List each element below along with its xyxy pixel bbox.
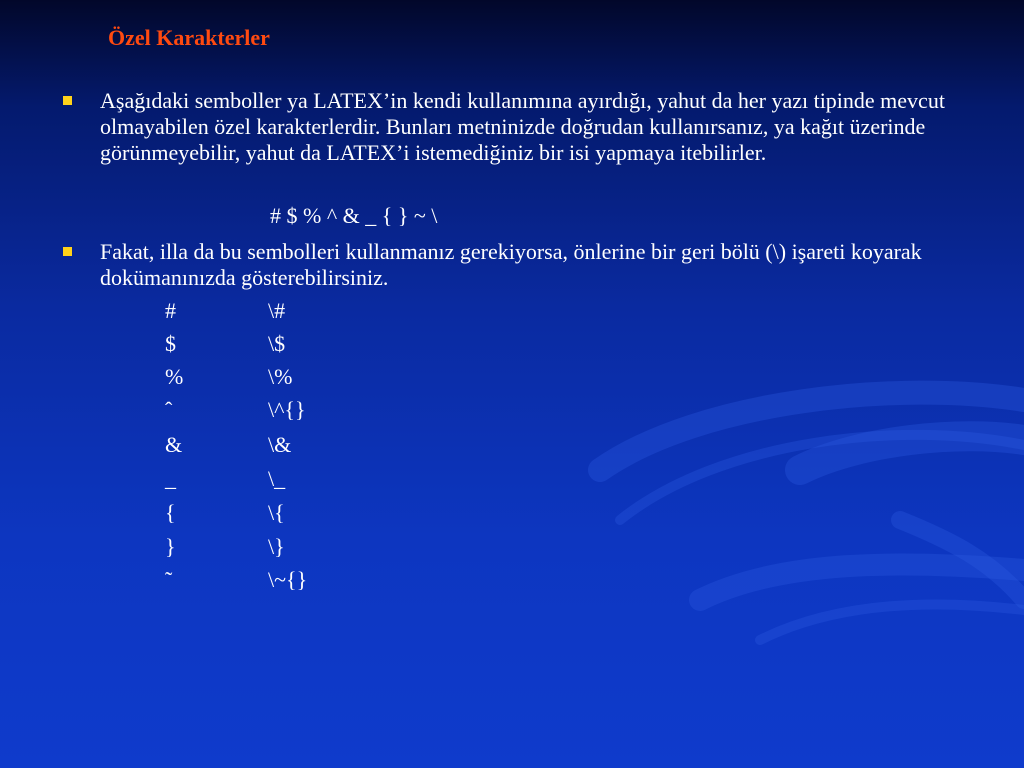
symbol: } xyxy=(165,534,176,559)
escape-command: \{ xyxy=(268,500,285,525)
symbol: _ xyxy=(165,466,176,491)
slide-title: Özel Karakterler xyxy=(108,25,270,50)
bullet-text-1: Aşağıdaki semboller ya LATEX’in kendi kullanımına ayırdığı, yahut da her yazı tipinde mevcut olmayabilen özel karakterlerdir. Bunları metninizde doğrudan kullanırsanız, ya kağıt üzerinde görünmeyebilir, yahut da LATEX’i istemediğiniz bir isi yapmaya itebilirler. xyxy=(100,88,945,165)
symbol-row xyxy=(0,466,600,499)
escape-command: \^{} xyxy=(268,397,306,422)
escape-command: \# xyxy=(268,298,286,323)
symbol-row xyxy=(0,298,600,331)
symbol-row xyxy=(0,567,600,600)
bullet-text-2: Fakat, illa da bu sembolleri kullanmanız gerekiyorsa, önlerine bir geri bölü (\) işareti koyarak dokümanınızda gösterebilirsiniz. xyxy=(100,239,922,290)
escape-command: \& xyxy=(268,432,292,457)
escape-command: \% xyxy=(268,364,293,389)
escape-command: \} xyxy=(268,534,285,559)
bullet-marker xyxy=(63,247,72,256)
escape-command: \_ xyxy=(268,466,286,491)
symbol-row xyxy=(0,432,600,465)
symbol: & xyxy=(165,432,183,457)
symbol: % xyxy=(165,364,184,389)
symbol-row xyxy=(0,500,600,533)
escape-command: \$ xyxy=(268,331,286,356)
escape-command: \~{} xyxy=(268,567,308,592)
symbol: # xyxy=(165,298,176,323)
symbol: { xyxy=(165,500,176,525)
symbol-row xyxy=(0,534,600,567)
symbol: ˜ xyxy=(165,567,173,592)
symbol-row xyxy=(0,331,600,364)
symbol-row xyxy=(0,364,600,397)
bullet-marker xyxy=(63,96,72,105)
special-symbols-line: # $ % ^ & _ { } ~ \ xyxy=(270,203,438,228)
symbol: ˆ xyxy=(165,397,173,422)
symbol-row xyxy=(0,397,600,430)
symbol: $ xyxy=(165,331,176,356)
